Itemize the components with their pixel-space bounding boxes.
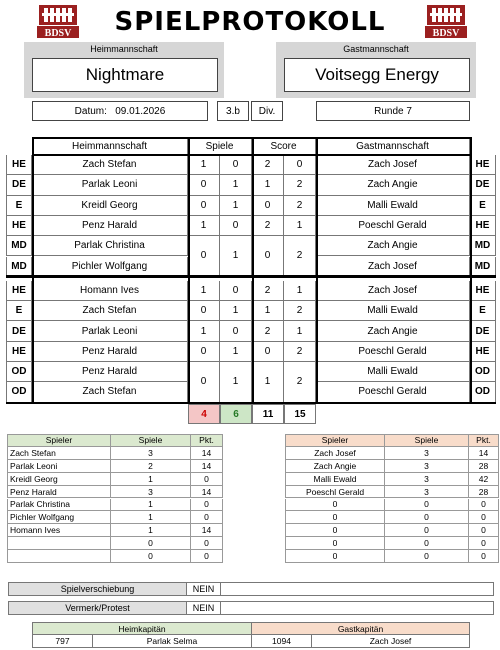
match-value: 0 (220, 321, 252, 341)
stats-header-spieler: Spieler (7, 434, 111, 447)
left-code: E (6, 301, 32, 321)
doubles-value: 0 (252, 236, 284, 277)
away-stats-spiele: 3 (385, 486, 469, 499)
home-stats-spiele: 0 (111, 537, 191, 550)
left-code: E (6, 196, 32, 216)
right-code: MD (470, 257, 496, 277)
col-header-home: Heimmannschaft (32, 138, 188, 155)
home-player: Parlak Leoni (32, 321, 188, 341)
match-value: 2 (284, 342, 316, 362)
home-stats-player (7, 550, 111, 563)
date-value: 09.01.2026 (115, 105, 166, 117)
away-stats-pkt: 28 (469, 460, 499, 473)
stats-header-pkt: Pkt. (469, 434, 499, 447)
stats-header-spiele: Spiele (385, 434, 469, 447)
table-border (32, 138, 34, 404)
home-stats-pkt: 0 (191, 499, 223, 512)
away-stats-pkt: 0 (469, 537, 499, 550)
table-border (32, 137, 472, 139)
away-player: Zach Josef (316, 155, 470, 175)
away-stats-pkt: 0 (469, 550, 499, 563)
home-stats-spiele: 0 (111, 550, 191, 563)
away-stats-spiele: 0 (385, 511, 469, 524)
away-player: Malli Ewald (316, 196, 470, 216)
right-code: E (470, 301, 496, 321)
away-player: Zach Josef (316, 281, 470, 301)
away-stats-spiele: 0 (385, 537, 469, 550)
right-code: DE (470, 321, 496, 341)
match-value: 0 (188, 342, 220, 362)
right-code: HE (470, 342, 496, 362)
match-value: 2 (284, 301, 316, 321)
right-code: OD (470, 382, 496, 402)
home-stats-player: Homann Ives (7, 524, 111, 537)
left-code: DE (6, 321, 32, 341)
home-stats-pkt: 14 (191, 460, 223, 473)
home-player: Kreidl Georg (32, 196, 188, 216)
away-player: Poeschl Gerald (316, 382, 470, 402)
away-player: Malli Ewald (316, 301, 470, 321)
match-value: 0 (252, 342, 284, 362)
home-team-label: Heimmannschaft (90, 44, 158, 54)
home-stats-player: Penz Harald (7, 486, 111, 499)
away-team-name: Voitsegg Energy (284, 58, 470, 92)
home-stats-pkt: 0 (191, 537, 223, 550)
table-border (316, 138, 318, 404)
home-stats-player: Zach Stefan (7, 447, 111, 460)
total-away-score: 15 (284, 404, 316, 424)
left-code: OD (6, 362, 32, 382)
left-code: MD (6, 257, 32, 277)
home-stats-spiele: 3 (111, 447, 191, 460)
date-label: Datum: (74, 105, 107, 117)
away-stats-pkt: 42 (469, 473, 499, 486)
home-player: Parlak Christina (32, 236, 188, 256)
home-stats-player (7, 537, 111, 550)
vermerk-row (8, 601, 494, 615)
match-value: 1 (220, 196, 252, 216)
away-player: Zach Angie (316, 321, 470, 341)
doubles-value: 2 (284, 236, 316, 277)
home-stats-player: Parlak Christina (7, 499, 111, 512)
home-stats-pkt: 0 (191, 511, 223, 524)
right-code: MD (470, 236, 496, 256)
right-code: OD (470, 362, 496, 382)
match-value: 1 (252, 301, 284, 321)
away-stats-spiele: 3 (385, 460, 469, 473)
left-code: MD (6, 236, 32, 256)
match-value: 1 (220, 175, 252, 195)
match-value: 1 (284, 281, 316, 301)
home-stats-player: Pichler Wolfgang (7, 511, 111, 524)
away-player: Zach Angie (316, 175, 470, 195)
away-stats-player: Zach Josef (285, 447, 385, 460)
match-value: 0 (252, 196, 284, 216)
away-stats-spiele: 0 (385, 550, 469, 563)
away-stats-player: Malli Ewald (285, 473, 385, 486)
away-stats-player: 0 (285, 550, 385, 563)
match-value: 2 (252, 321, 284, 341)
home-player: Penz Harald (32, 362, 188, 382)
home-stats-player: Kreidl Georg (7, 473, 111, 486)
away-stats-player: 0 (285, 537, 385, 550)
total-away-spiele: 6 (220, 404, 252, 424)
left-code: DE (6, 175, 32, 195)
match-value: 2 (252, 216, 284, 236)
logo-text: BDSV (44, 28, 72, 39)
col-header-spiele: Spiele (188, 138, 252, 155)
away-stats-spiele: 0 (385, 524, 469, 537)
home-player: Zach Stefan (32, 155, 188, 175)
away-captain-label: Gastkapitän (252, 623, 469, 635)
match-value: 2 (252, 281, 284, 301)
home-stats-player: Parlak Leoni (7, 460, 111, 473)
match-value: 0 (188, 301, 220, 321)
home-player: Zach Stefan (32, 382, 188, 402)
right-code: E (470, 196, 496, 216)
home-stats-spiele: 2 (111, 460, 191, 473)
away-stats-spiele: 3 (385, 473, 469, 486)
away-stats-player: 0 (285, 524, 385, 537)
stats-header-spiele: Spiele (111, 434, 191, 447)
away-player: Malli Ewald (316, 362, 470, 382)
away-stats-spiele: 0 (385, 499, 469, 512)
home-stats-pkt: 0 (191, 550, 223, 563)
stats-header-spieler: Spieler (285, 434, 385, 447)
home-stats-pkt: 14 (191, 524, 223, 537)
home-stats-spiele: 3 (111, 486, 191, 499)
right-code: HE (470, 216, 496, 236)
left-code: OD (6, 382, 32, 402)
left-code: HE (6, 281, 32, 301)
division-label: Div. (251, 101, 283, 121)
match-value: 0 (188, 175, 220, 195)
table-border (6, 275, 496, 278)
verschiebung-label: Spielverschiebung (9, 583, 187, 595)
home-stats-pkt: 0 (191, 473, 223, 486)
home-captain-id: 797 (33, 635, 93, 647)
home-stats-spiele: 1 (111, 499, 191, 512)
away-captain-name: Zach Josef (369, 636, 412, 646)
away-player: Poeschl Gerald (316, 342, 470, 362)
home-captain-label: Heimkapitän (33, 623, 252, 635)
doubles-value: 2 (284, 362, 316, 403)
table-border (470, 138, 472, 404)
vermerk-value: NEIN (187, 602, 221, 614)
home-player: Parlak Leoni (32, 175, 188, 195)
league-box: 3.b (217, 101, 249, 121)
right-code: HE (470, 155, 496, 175)
away-player: Poeschl Gerald (316, 216, 470, 236)
table-border (252, 138, 254, 404)
doubles-value: 1 (252, 362, 284, 403)
right-code: HE (470, 281, 496, 301)
match-value: 2 (252, 155, 284, 175)
verschiebung-row (8, 582, 494, 596)
round-box: Runde 7 (316, 101, 470, 121)
home-stats-spiele: 1 (111, 524, 191, 537)
away-stats-pkt: 0 (469, 511, 499, 524)
home-player: Penz Harald (32, 342, 188, 362)
col-header-score: Score (252, 138, 316, 155)
match-value: 1 (284, 216, 316, 236)
date-box (32, 101, 208, 121)
doubles-value: 1 (220, 362, 252, 403)
away-captain-id: 1094 (252, 635, 312, 647)
home-team-name: Nightmare (32, 58, 218, 92)
match-value: 1 (220, 301, 252, 321)
away-stats-pkt: 0 (469, 524, 499, 537)
away-player: Zach Josef (316, 257, 470, 277)
away-stats-player: 0 (285, 499, 385, 512)
away-stats-spiele: 3 (385, 447, 469, 460)
match-value: 1 (188, 155, 220, 175)
left-code: HE (6, 216, 32, 236)
match-value: 1 (188, 321, 220, 341)
home-stats-spiele: 1 (111, 511, 191, 524)
match-value: 0 (220, 281, 252, 301)
logo-text: BDSV (432, 28, 460, 39)
stats-header-pkt: Pkt. (191, 434, 223, 447)
page-title: SPIELPROTOKOLL (114, 7, 386, 37)
match-value: 1 (188, 216, 220, 236)
home-player: Pichler Wolfgang (32, 257, 188, 277)
match-value: 1 (252, 175, 284, 195)
total-home-spiele: 4 (188, 404, 220, 424)
home-captain-name: Parlak Selma (93, 635, 252, 647)
total-home-score: 11 (252, 404, 284, 424)
away-stats-player: Zach Angie (285, 460, 385, 473)
match-value: 2 (284, 196, 316, 216)
away-stats-player: Poeschl Gerald (285, 486, 385, 499)
away-player: Zach Angie (316, 236, 470, 256)
away-stats-pkt: 0 (469, 499, 499, 512)
match-value: 1 (220, 342, 252, 362)
away-stats-player: 0 (285, 511, 385, 524)
table-border (32, 154, 472, 156)
col-header-away: Gastmannschaft (316, 138, 470, 155)
away-team-label: Gastmannschaft (343, 44, 409, 54)
home-player: Homann Ives (32, 281, 188, 301)
home-stats-spiele: 1 (111, 473, 191, 486)
vermerk-label: Vermerk/Protest (9, 602, 187, 614)
captains-panel (32, 622, 470, 648)
match-value: 1 (188, 281, 220, 301)
doubles-value: 0 (188, 236, 220, 277)
doubles-value: 0 (188, 362, 220, 403)
away-stats-pkt: 28 (469, 486, 499, 499)
match-value: 2 (284, 175, 316, 195)
match-value: 0 (220, 216, 252, 236)
right-code: DE (470, 175, 496, 195)
match-value: 0 (220, 155, 252, 175)
home-player: Zach Stefan (32, 301, 188, 321)
match-value: 0 (284, 155, 316, 175)
home-stats-pkt: 14 (191, 486, 223, 499)
left-code: HE (6, 155, 32, 175)
doubles-value: 1 (220, 236, 252, 277)
home-stats-pkt: 14 (191, 447, 223, 460)
left-code: HE (6, 342, 32, 362)
table-border (188, 138, 190, 404)
away-stats-pkt: 14 (469, 447, 499, 460)
home-player: Penz Harald (32, 216, 188, 236)
verschiebung-value: NEIN (187, 583, 221, 595)
match-value: 0 (188, 196, 220, 216)
match-value: 1 (284, 321, 316, 341)
